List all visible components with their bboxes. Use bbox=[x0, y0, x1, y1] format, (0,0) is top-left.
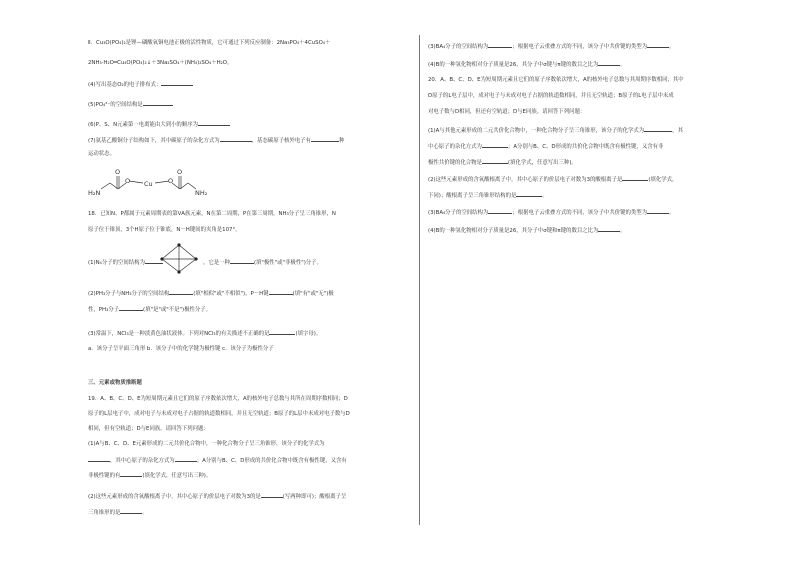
text-line bbox=[88, 471, 211, 480]
text-line: 2NH₃·H₂O═Cu₄O(PO₄)₂↓＋3Na₂SO₄＋(NH₄)₂SO₄＋H₂O。 bbox=[88, 60, 233, 66]
question-6 bbox=[88, 120, 230, 129]
text-span: (填化学式， bbox=[648, 177, 678, 183]
answer-blank[interactable] bbox=[169, 289, 193, 295]
text-span: ；根据电子云重叠方式的不同，该分子中共价键的类型为 bbox=[512, 210, 648, 216]
answer-options: a．该分子呈平面三角形 b．该分子中的化学键为极性键 c．该分子为极性分子 bbox=[88, 346, 274, 352]
text-line: 原子位于锥顶，3个H原子位于锥底，N－H键间的夹角是107°。 bbox=[88, 227, 241, 233]
atom-label: O bbox=[177, 168, 183, 176]
question-19-3: (3)BA₄分子的空间结构为 ；根据电子云重叠方式的不同，该分子中共价键的类型为 。 bbox=[428, 44, 675, 50]
text-line: 相同，但有空轨道；D与E同族。请回答下列问题： bbox=[88, 426, 209, 432]
text-span: (1)N₄分子的空间结构为 bbox=[88, 260, 145, 266]
question-18-3 bbox=[88, 329, 321, 338]
answer-blank[interactable] bbox=[269, 329, 295, 335]
text-span: ，其中心原子的杂化方式为 bbox=[110, 458, 175, 464]
answer-blank[interactable] bbox=[311, 136, 339, 142]
answer-blank[interactable] bbox=[145, 258, 163, 264]
text-span: (填字母)。 bbox=[295, 331, 322, 337]
answer-blank[interactable] bbox=[482, 158, 508, 164]
text-span: (写两种即可)；酸根离子呈 bbox=[282, 494, 347, 500]
atom-label: H₂N bbox=[88, 189, 101, 197]
question-4 bbox=[88, 80, 193, 89]
text-span: ，基态碳原子核外电子有 bbox=[251, 138, 311, 144]
answer-blank[interactable] bbox=[88, 456, 110, 462]
question-20-1 bbox=[428, 126, 683, 135]
column-divider bbox=[419, 35, 420, 525]
bond bbox=[129, 181, 143, 183]
answer-blank[interactable] bbox=[119, 305, 143, 311]
text-line: 下同)；酸根离子呈三角锥形结构的是 。 bbox=[428, 193, 548, 199]
copper-glycinate-structure bbox=[88, 164, 228, 200]
text-span: 三角锥形的是 bbox=[88, 510, 121, 516]
text-span: (2)这些元素形成的含氧酸根离子中，其中心原子的价层电子对数为3的酸根离子是 bbox=[428, 177, 623, 183]
text-span: ；根据电子云重叠方式的不同，该分子中共价键的类型为 bbox=[512, 44, 648, 50]
text-span: (填"是"或"不是")极性分子。 bbox=[143, 307, 212, 313]
text-span: (4)B的一种氢化物相对分子质量是26，其分子中σ键与π键的数目之比为 bbox=[428, 62, 599, 68]
atom-label: NH₂ bbox=[195, 189, 208, 197]
text-line bbox=[428, 142, 663, 151]
answer-blank[interactable] bbox=[598, 60, 620, 66]
text-span: (2)PH₃分子与NH₃分子的空间结构 bbox=[88, 291, 170, 297]
answer-blank[interactable] bbox=[143, 100, 173, 106]
text-span: (填"相似"或"不相似")，P－H键 bbox=[193, 291, 269, 297]
question-20: 20．A、B、C、D、E为短周期元素且它们的原子序数依次增大，A的核外电子总数与其周期序数相同；其中 bbox=[428, 77, 684, 83]
atom-label: Cu bbox=[144, 180, 153, 188]
question-18-2 bbox=[88, 289, 334, 298]
answer-blank[interactable] bbox=[482, 142, 508, 148]
answer-blank[interactable] bbox=[161, 80, 193, 86]
text-span: (4)写出基态O₂的电子排布式： bbox=[88, 82, 162, 88]
answer-blank[interactable] bbox=[120, 508, 142, 514]
text-span: (3)BA₄分子的空间结构为 bbox=[428, 44, 489, 50]
bond bbox=[155, 181, 169, 183]
text-span: (3)BA₄分子的空间结构为 bbox=[428, 210, 489, 216]
text-line: 原子的L层电子中，成对电子与未成对电子占据的轨道数相同，并且无空轨道；B原子的L层中未成对电子数与D bbox=[88, 411, 350, 417]
atom-label: O bbox=[168, 177, 174, 185]
answer-blank[interactable] bbox=[198, 120, 230, 126]
question-18-1 bbox=[88, 258, 322, 267]
text-line: 对电子数与D相同，但还有空轨道；D与E同族。请回答下列问题： bbox=[428, 109, 586, 115]
text-span: (填化学式，任意写出三种)。 bbox=[507, 160, 577, 166]
answer-blank[interactable] bbox=[230, 258, 254, 264]
bond bbox=[101, 183, 110, 189]
bond bbox=[162, 245, 179, 259]
atom-label: O bbox=[115, 168, 121, 176]
answer-blank[interactable] bbox=[269, 289, 293, 295]
atom bbox=[177, 270, 180, 273]
text-span: (5)PO₄³⁻的空间结构是 bbox=[88, 102, 143, 108]
text-span: (6)P、S、N元素第一电离能由大到小的顺序为 bbox=[88, 122, 198, 128]
answer-blank[interactable] bbox=[622, 175, 648, 181]
answer-blank[interactable] bbox=[488, 208, 512, 214]
text-line: 运动状态。 bbox=[88, 151, 115, 157]
text-span: 非极性键的有 bbox=[88, 473, 121, 479]
bond bbox=[179, 245, 196, 259]
text-span: 性，PH₃分子 bbox=[88, 307, 120, 313]
text-span: 种 bbox=[338, 138, 345, 144]
answer-blank[interactable] bbox=[516, 191, 542, 197]
question-20-4: (4)B的一种氢化物相对分子质量是26，其分子中σ键和π键的数目之比为 。 bbox=[428, 228, 626, 234]
atom bbox=[177, 243, 180, 246]
answer-blank[interactable] bbox=[647, 42, 669, 48]
text-line bbox=[428, 158, 577, 167]
section-heading: 三、元素或物质推断题 bbox=[88, 380, 142, 386]
answer-blank[interactable] bbox=[261, 492, 283, 498]
text-line: Ⅱ．Cu₃O(PO₄)₂是锂—磷酸氧铜电池正极的活性物质，它可通过下列反应制备：2Na₃PO₄＋4CuSO₄＋ bbox=[88, 40, 331, 46]
question-18: 18．已知N、P都属于元素周期表的第ⅤA族元素，N在第二周期，P在第三周期。NH₃分子呈三角锥形，N bbox=[88, 211, 336, 217]
text-span: (填化学式，任意写出三种)。 bbox=[142, 473, 212, 479]
text-span: ，其 bbox=[672, 128, 683, 134]
answer-blank[interactable] bbox=[644, 126, 672, 132]
text-span: 极性共价键的化合物是 bbox=[428, 160, 482, 166]
text-line: D原子的L电子层中，成对电子与未成对电子占据的轨道数相同，并且无空轨道；B原子的L电子层中未成 bbox=[428, 93, 674, 99]
text-line: (1)A与B、C、D、E元素形成的二元共价化合物中，一种化合物分子呈三角锥形，该分子的化学式为 bbox=[88, 441, 325, 447]
text-span: (2)这些元素形成的含氧酸根离子中，其中心原子的价层电子对数为3的是 bbox=[88, 494, 261, 500]
answer-blank[interactable] bbox=[175, 456, 197, 462]
text-span: ；A分别与B、C、D形成的共价化合物中既含有极性键，又含有非 bbox=[507, 144, 664, 150]
text-span: 中心原子的杂化方式为 bbox=[428, 144, 482, 150]
text-span: (1)A与其他元素形成的二元共价化合物中，一种化合物分子呈三角锥形，该分子的化学式为 bbox=[428, 128, 645, 134]
text-span: (7)氨基乙酸铜分子结构如下，其中碳原子的杂化方式为 bbox=[88, 138, 220, 144]
text-span: (填"有"或"无")极 bbox=[292, 291, 334, 297]
question-20-3: (3)BA₄分子的空间结构为 ；根据电子云重叠方式的不同，该分子中共价键的类型为 。 bbox=[428, 210, 675, 216]
answer-blank[interactable] bbox=[120, 471, 142, 477]
atom-label: O bbox=[125, 177, 131, 185]
text-line: 三角锥形的是 。 bbox=[88, 510, 148, 516]
answer-blank[interactable] bbox=[647, 208, 669, 214]
text-span: ，它是一种 bbox=[202, 260, 230, 266]
answer-blank[interactable] bbox=[598, 226, 620, 232]
text-line bbox=[88, 305, 211, 314]
question-19: 19．A、B、C、D、E为短周期元素且它们的原子序数依次增大，A的核外电子总数与其所在周期序数相同；D bbox=[88, 396, 348, 402]
text-span: 下同)；酸根离子呈三角锥形结构的是 bbox=[428, 193, 517, 199]
question-7 bbox=[88, 136, 344, 145]
text-span: (3)常温下，NCl₃是一种淡黄色油状液体。下列对NCl₃的有关描述不正确的是 bbox=[88, 331, 270, 337]
text-line bbox=[88, 456, 347, 465]
answer-blank[interactable] bbox=[220, 136, 252, 142]
text-span: (填"极性"或"非极性")分子。 bbox=[253, 260, 322, 266]
answer-blank[interactable] bbox=[488, 42, 512, 48]
question-19-4: (4)B的一种氢化物相对分子质量是26，其分子中σ键与π键的数目之比为 。 bbox=[428, 62, 626, 68]
question-20-2 bbox=[428, 175, 677, 184]
question-5 bbox=[88, 100, 173, 109]
text-span: (4)B的一种氢化物相对分子质量是26，其分子中σ键和π键的数目之比为 bbox=[428, 228, 599, 234]
text-span: ；A分别与B、C、D形成的共价化合物中既含有极性键，又含有 bbox=[196, 458, 347, 464]
question-19-2 bbox=[88, 492, 346, 501]
